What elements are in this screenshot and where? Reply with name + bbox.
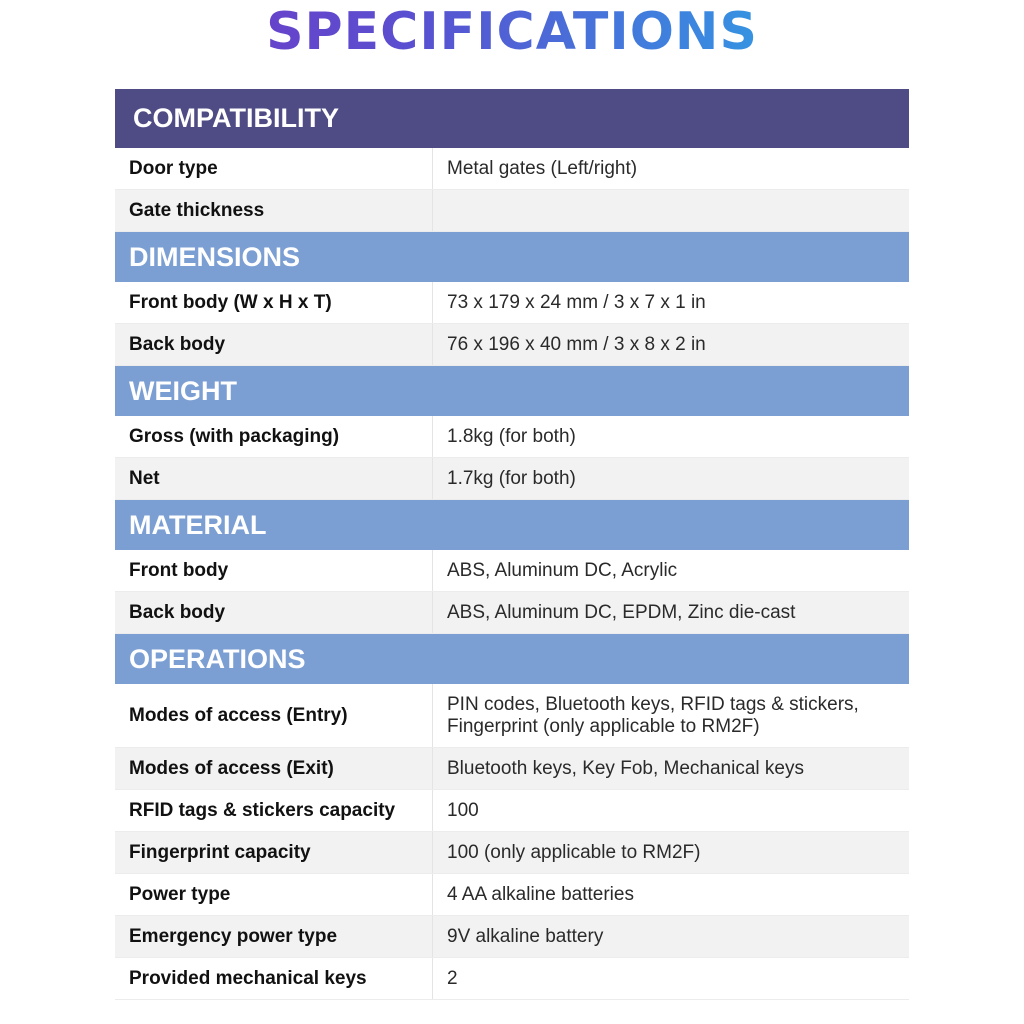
row-label: Back body	[115, 592, 433, 633]
row-value: 1.7kg (for both)	[447, 467, 576, 489]
row-label: Modes of access (Entry)	[115, 684, 433, 747]
table-row	[115, 684, 909, 748]
row-value: 100 (only applicable to RM2F)	[447, 841, 701, 863]
row-value: 76 x 196 x 40 mm / 3 x 8 x 2 in	[447, 333, 706, 355]
row-value: 2	[447, 967, 458, 989]
table-row	[115, 958, 909, 1000]
table-row	[115, 458, 909, 500]
table-row	[115, 324, 909, 366]
row-label: Modes of access (Exit)	[115, 748, 433, 789]
table-row	[115, 748, 909, 790]
row-label: RFID tags & stickers capacity	[115, 790, 433, 831]
table-row	[115, 550, 909, 592]
row-value: Bluetooth keys, Key Fob, Mechanical keys	[447, 757, 804, 779]
row-value	[433, 190, 909, 231]
spec-table	[115, 89, 909, 1000]
row-value: 9V alkaline battery	[447, 925, 604, 947]
row-label: Front body (W x H x T)	[115, 282, 433, 323]
row-value: 100	[447, 799, 479, 821]
row-label: Back body	[115, 324, 433, 365]
row-value: 4 AA alkaline batteries	[447, 883, 634, 905]
row-label: Gate thickness	[115, 190, 433, 231]
table-row	[115, 790, 909, 832]
table-row	[115, 874, 909, 916]
row-label: Front body	[115, 550, 433, 591]
row-value: Metal gates (Left/right)	[447, 157, 638, 179]
table-row	[115, 282, 909, 324]
section-header-compatibility: COMPATIBILITY	[115, 89, 909, 148]
row-label: Door type	[115, 148, 433, 189]
table-row	[115, 592, 909, 634]
row-label: Emergency power type	[115, 916, 433, 957]
section-header-material: MATERIAL	[115, 500, 909, 550]
page-title: SPECIFICATIONS	[0, 4, 1024, 60]
row-label: Provided mechanical keys	[115, 958, 433, 999]
row-label: Fingerprint capacity	[115, 832, 433, 873]
table-row	[115, 416, 909, 458]
table-row	[115, 832, 909, 874]
section-header-dimensions: DIMENSIONS	[115, 232, 909, 282]
row-label: Power type	[115, 874, 433, 915]
section-header-operations: OPERATIONS	[115, 634, 909, 684]
row-value: ABS, Aluminum DC, Acrylic	[447, 559, 678, 581]
row-label: Net	[115, 458, 433, 499]
table-row	[115, 148, 909, 190]
row-value: 73 x 179 x 24 mm / 3 x 7 x 1 in	[447, 291, 706, 313]
table-row	[115, 916, 909, 958]
row-value: 1.8kg (for both)	[447, 425, 576, 447]
table-row	[115, 190, 909, 232]
section-header-weight: WEIGHT	[115, 366, 909, 416]
row-value: PIN codes, Bluetooth keys, RFID tags & stickers, Fingerprint (only applicable to RM2F)	[447, 693, 859, 737]
row-value: ABS, Aluminum DC, EPDM, Zinc die-cast	[447, 601, 796, 623]
row-label: Gross (with packaging)	[115, 416, 433, 457]
